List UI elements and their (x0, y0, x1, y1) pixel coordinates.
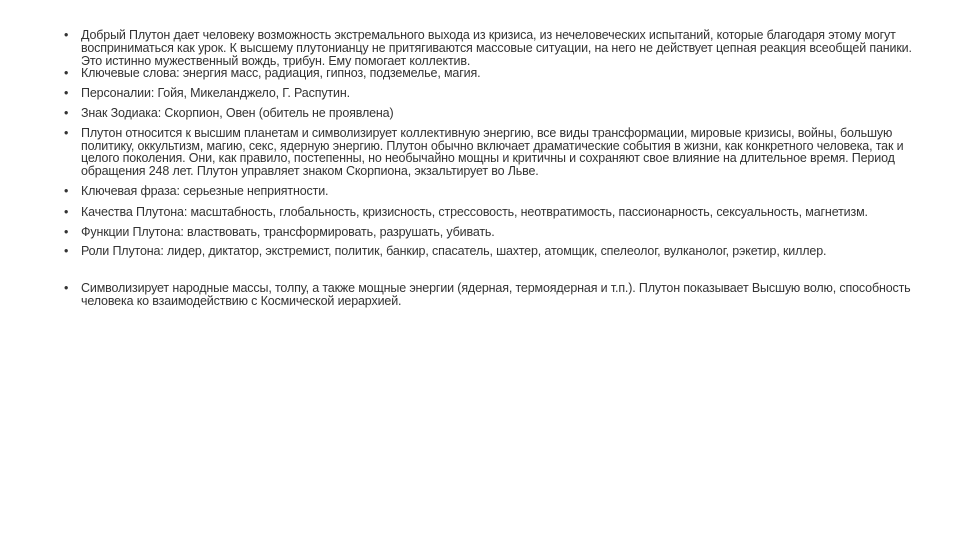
bullet-item (64, 185, 936, 198)
bullet-text: Роли Плутона: лидер, диктатор, экстремист, политик, банкир, спасатель, шахтер, атомщик, спелеолог, вулканолог, рэкетир, киллер. (81, 244, 827, 259)
bullet-item (64, 87, 936, 100)
bullet-text: Добрый Плутон дает человеку возможность экстремального выхода из кризиса, из нечеловеческих испытаний, которые благодаря этому могут восприниматься как урок. К высшему плутонианцу не притягиваются массовые ситуации, на него не действует цепная реакция всеобщей паники. Это истинно мужественный вождь, трибун. Ему помогает коллектив. (81, 28, 912, 68)
bullet-item (64, 67, 936, 80)
bullet-text: Плутон относится к высшим планетам и символизирует коллективную энергию, все виды трансформации, мировые кризисы, войны, большую политику, оккультизм, магию, секс, ядерную энергию. Плутон обычно включает драматические события в жизни, как конкретного человека, так и целого поколения. Они, как правило, постепенны, но необычайно мощны и критичны и сохраняют свое влияние на длительное время. Период обращения 248 лет. Плутон управляет знаком Скорпиона, экзальтирует во Льве. (81, 125, 904, 179)
bullet-icon: • (64, 204, 69, 219)
bullet-text: Ключевая фраза: серьезные неприятности. (81, 183, 329, 198)
bullet-icon: • (64, 183, 69, 198)
bullet-list (64, 29, 936, 308)
bullet-icon: • (64, 224, 69, 239)
bullet-icon: • (64, 125, 69, 140)
bullet-text: Персоналии: Гойя, Микеланджело, Г. Распутин. (81, 86, 350, 101)
bullet-icon: • (64, 281, 69, 296)
bullet-icon: • (64, 105, 69, 120)
bullet-item (64, 127, 936, 178)
bullet-item (64, 206, 936, 219)
bullet-text: Символизирует народные массы, толпу, а также мощные энергии (ядерная, термоядерная и т.п.). Плутон показывает Высшую волю, способность человека ко взаимодействию с Космической иерархией. (81, 281, 911, 308)
bullet-item (64, 226, 936, 239)
bullet-item (64, 29, 936, 67)
bullet-icon: • (64, 86, 69, 101)
bullet-text: Качества Плутона: масштабность, глобальность, кризисность, стрессовость, неотвратимость, пассионарность, сексуальность, магнетизм. (81, 204, 868, 219)
bullet-item (64, 245, 936, 258)
bullet-item (64, 282, 936, 308)
bullet-text: Функции Плутона: властвовать, трансформировать, разрушать, убивать. (81, 224, 495, 239)
bullet-icon: • (64, 244, 69, 259)
bullet-text: Знак Зодиака: Скорпион, Овен (обитель не проявлена) (81, 105, 394, 120)
bullet-text: Ключевые слова: энергия масс, радиация, гипноз, подземелье, магия. (81, 66, 481, 81)
bullet-item (64, 107, 936, 120)
bullet-icon: • (64, 28, 69, 42)
bullet-icon: • (64, 66, 69, 81)
